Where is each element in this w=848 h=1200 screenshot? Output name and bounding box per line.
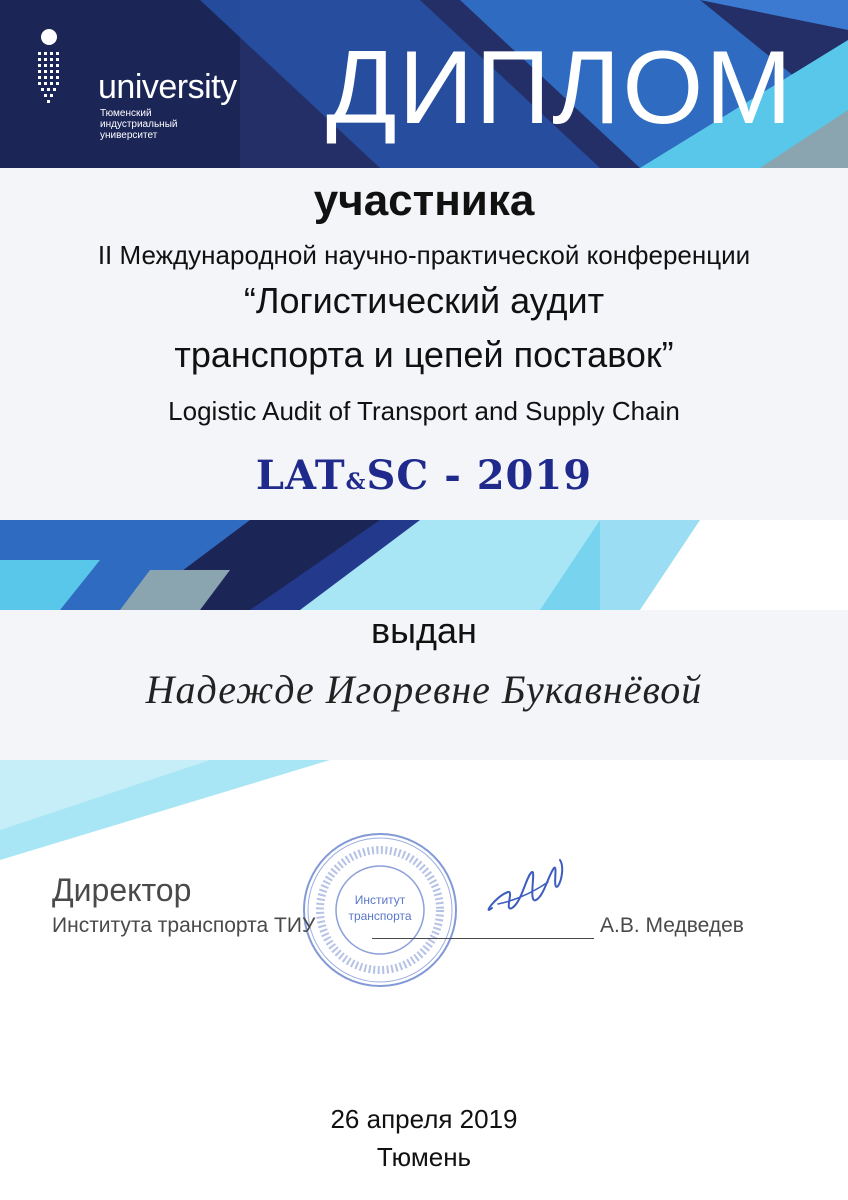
- participant-heading: участника: [313, 176, 535, 225]
- diploma-title: ДИПЛОМ: [326, 30, 794, 146]
- signature: [478, 846, 568, 936]
- logo-subtitle-line1: Тюменский: [100, 108, 152, 119]
- director-title: Директор: [52, 872, 192, 908]
- signature-line: [372, 938, 594, 939]
- logo-subtitle-line3: университет: [100, 130, 158, 141]
- official-stamp: [300, 830, 460, 990]
- conference-abbr-part2: SC - 2019: [366, 452, 593, 499]
- logo-wordmark: university: [98, 68, 237, 106]
- director-institute: Института транспорта ТИУ: [52, 914, 316, 937]
- conference-title-english: Logistic Audit of Transport and Supply Chain: [168, 396, 680, 426]
- university-logo: [36, 28, 237, 141]
- conference-abbr-amp: &: [345, 469, 367, 495]
- conference-title-line1: “Логистический аудит: [243, 280, 605, 321]
- issue-city: Тюмень: [376, 1142, 472, 1172]
- stamp-center-line2: транспорта: [348, 909, 412, 923]
- conference-description: II Международной научно-практической конференции: [97, 240, 751, 270]
- logo-subtitle-line2: индустриальный: [100, 119, 178, 130]
- conference-abbreviation: [0, 452, 848, 499]
- director-name: А.В. Медведев: [600, 914, 744, 937]
- conference-title-line2: транспорта и цепей поставок”: [174, 334, 674, 375]
- recipient-name: Надежде Игоревне Букавнёвой: [145, 667, 703, 712]
- issue-date: 26 апреля 2019: [330, 1104, 518, 1134]
- conference-abbr-part1: LAT: [255, 452, 346, 499]
- globe-dots-icon: [36, 28, 66, 118]
- issued-label: выдан: [371, 610, 477, 651]
- stamp-center-line1: Институт: [354, 893, 406, 907]
